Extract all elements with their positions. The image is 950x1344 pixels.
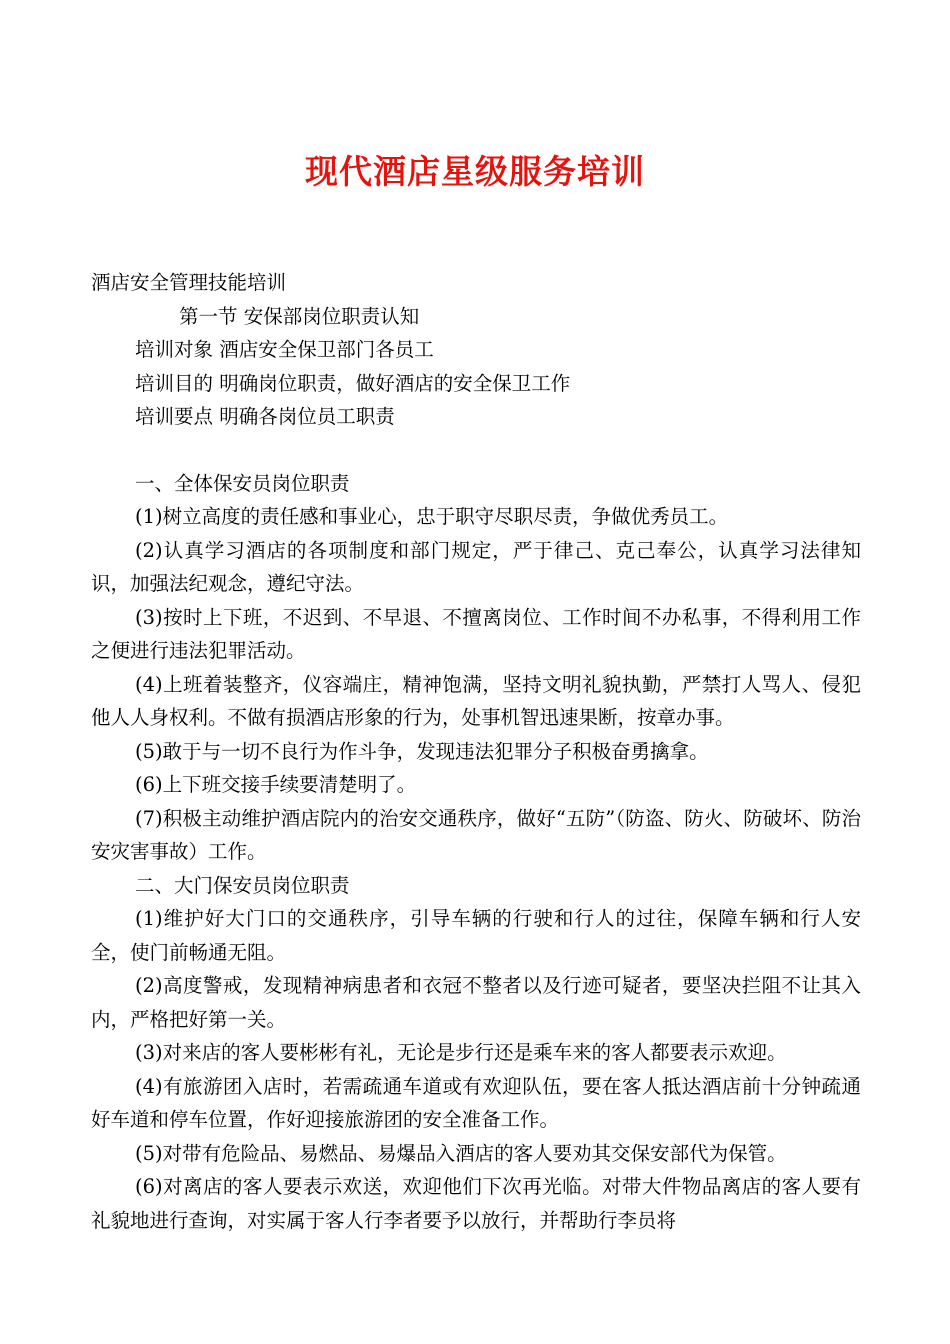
paragraph: (5)敢于与一切不良行为作斗争，发现违法犯罪分子积极奋勇擒拿。 [135, 739, 709, 763]
paragraph: (2)高度警戒，发现精神病患者和衣冠不整者以及行迹可疑者，要坚决拦阻不让其入内，严格把好第一关。 [91, 974, 861, 1031]
lesson-heading: 第一节 安保部岗位职责认知 [179, 304, 420, 328]
paragraph: (6)上下班交接手续要清楚明了。 [135, 773, 417, 796]
paragraph: (7)积极主动维护酒店院内的治安交通秩序，做好“五防”（防盗、防火、防破坏、防治安灾害事故）工作。 [91, 806, 861, 863]
document-body [91, 266, 861, 1237]
paragraph: (1)维护好大门口的交通秩序，引导车辆的行驶和行人的过往，保障车辆和行人安全，使门前畅通无阻。 [91, 907, 861, 964]
paragraph-gap [91, 434, 861, 467]
paragraph: (5)对带有危险品、易燃品、易爆品入酒店的客人要劝其交保安部代为保管。 [135, 1141, 787, 1165]
training-goal: 培训目的 明确岗位职责，做好酒店的安全保卫工作 [135, 371, 571, 395]
training-target: 培训对象 酒店安全保卫部门各员工 [135, 338, 434, 361]
paragraph: (3)对来店的客人要彬彬有礼，无论是步行还是乘车来的客人都要表示欢迎。 [135, 1041, 787, 1064]
paragraph: (6)对离店的客人要表示欢送，欢迎他们下次再光临。对带大件物品离店的客人要有礼貌地进行查询，对实属于客人行李者要予以放行，并帮助行李员将 [91, 1175, 861, 1232]
document-title: 现代酒店星级服务培训 [305, 152, 645, 191]
paragraph: (2)认真学习酒店的各项制度和部门规定，严于律己、克己奉公，认真学习法律知识，加强法纪观念，遵纪守法。 [91, 538, 861, 595]
paragraph: (1)树立高度的责任感和事业心，忠于职守尽职尽责，争做优秀员工。 [135, 505, 729, 528]
section-heading: 酒店安全管理技能培训 [91, 271, 287, 294]
paragraph: (4)上班着装整齐，仪容端庄，精神饱满，坚持文明礼貌执勤，严禁打人骂人、侵犯他人人身权利。不做有损酒店形象的行为，处事机智迅速果断，按章办事。 [91, 672, 861, 729]
heading-gate-guards: 二、大门保安员岗位职责 [135, 873, 350, 897]
heading-all-guards: 一、全体保安员岗位职责 [135, 471, 350, 495]
paragraph: (4)有旅游团入店时，若需疏通车道或有欢迎队伍，要在客人抵达酒店前十分钟疏通好车道和停车位置，作好迎接旅游团的安全准备工作。 [91, 1074, 861, 1131]
paragraph: (3)按时上下班，不迟到、不早退、不擅离岗位、工作时间不办私事，不得利用工作之便进行违法犯罪活动。 [91, 605, 861, 662]
training-points: 培训要点 明确各岗位员工职责 [135, 405, 395, 428]
